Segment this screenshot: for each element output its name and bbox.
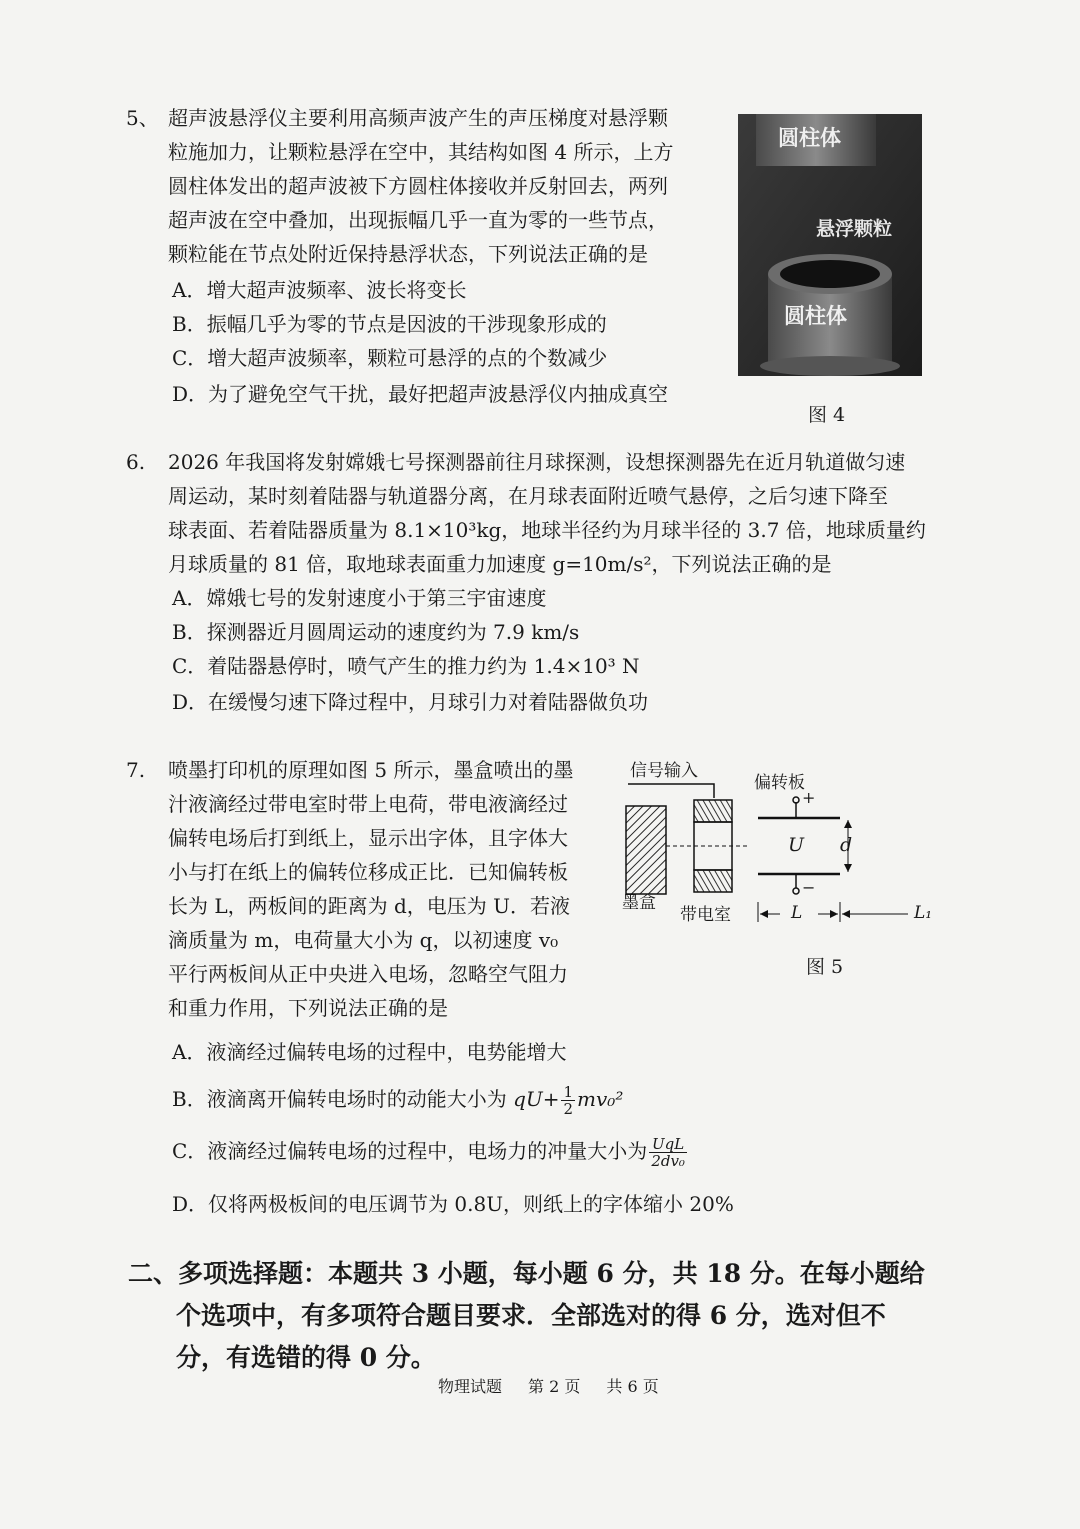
q7-option-b-denominator: 2 [563,1100,574,1118]
q7-number: 7. [126,758,146,782]
q7-option-c [172,1136,689,1169]
q7-stem-line-2: 汁液滴经过带电室时带上电荷，带电液滴经过 [168,792,568,816]
figure-5-chamber-label: 带电室 [680,905,731,925]
page-footer [438,1374,685,1397]
figure-5-voltage-label: U [788,834,805,856]
q7-option-c-fraction [649,1136,687,1169]
figure-4-label-top: 圆柱体 [778,125,841,150]
figure-4-caption: 图 4 [808,404,846,426]
figure-4-label-mid: 悬浮颗粒 [816,218,893,240]
section2-line-2: 个选项中，有多项符合题目要求．全部选对的得 6 分，选对但不 [176,1301,886,1330]
q7-option-b-fraction [561,1084,575,1117]
q7-option-c-numerator: UqL [649,1136,687,1153]
q7-stem-line-6: 滴质量为 m，电荷量大小为 q，以初速度 v₀ [168,928,559,952]
q6-option-a: A．嫦娥七号的发射速度小于第三宇宙速度 [172,586,547,610]
q5-stem-line-4: 超声波在空中叠加，出现振幅几乎一直为零的一些节点， [168,208,668,232]
figure-5-length-label: L [791,903,803,923]
q6-stem-line-3: 球表面、若着陆器质量为 8.1×10³kg，地球半径约为月球半径的 3.7 倍，地球质量约 [168,518,926,542]
q7-option-a: A．液滴经过偏转电场的过程中，电势能增大 [172,1040,567,1064]
footer-total-pages: 共 6 页 [606,1377,659,1396]
footer-page-number: 第 2 页 [528,1377,581,1396]
figure-5-caption: 图 5 [806,956,844,978]
q5-number: 5、 [126,106,159,130]
q7-stem-line-5: 长为 L，两板间的距离为 d，电压为 U．若液 [168,894,571,918]
q6-stem-line-4: 月球质量的 81 倍，取地球表面重力加速度 g=10m/s²，下列说法正确的是 [168,552,832,576]
figure-5-length1-label: L₁ [914,903,933,923]
q7-option-b-expr: qU+ [513,1087,560,1111]
q7-option-b [172,1084,623,1117]
q7-option-c-text: C．液滴经过偏转电场的过程中，电场力的冲量大小为 [172,1139,648,1163]
figure-5-ink-label: 墨盒 [622,893,656,913]
figure-5-signal-label: 信号输入 [630,761,698,781]
q6-option-b: B．探测器近月圆周运动的速度约为 7.9 km/s [172,620,580,644]
figure-5-plate-label: 偏转板 [754,773,805,793]
figure-4-drawing [738,114,922,376]
q5-stem-line-1: 超声波悬浮仪主要利用高频声波产生的声压梯度对悬浮颗 [168,106,668,130]
q7-option-b-tail: mv₀² [577,1087,624,1111]
q7-stem-line-3: 偏转电场后打到纸上，显示出字体，且字体大 [168,826,568,850]
q5-option-d: D．为了避免空气干扰，最好把超声波悬浮仪内抽成真空 [172,382,669,406]
q7-option-c-denominator: 2dv₀ [651,1152,685,1170]
section2-line-3: 分，有选错的得 0 分。 [176,1343,436,1372]
figure-5-minus-label: − [802,878,816,897]
q7-option-d: D．仅将两极板间的电压调节为 0.8U，则纸上的字体缩小 20% [172,1192,734,1216]
q6-number: 6. [126,450,146,474]
q7-stem-line-8: 和重力作用，下列说法正确的是 [168,996,448,1020]
q7-stem-line-4: 小与打在纸上的偏转位移成正比．已知偏转板 [168,860,568,884]
q5-option-c: C．增大超声波频率，颗粒可悬浮的点的个数减少 [172,346,608,370]
q6-option-c: C．着陆器悬停时，喷气产生的推力约为 1.4×10³ N [172,654,640,678]
q6-option-d: D．在缓慢匀速下降过程中，月球引力对着陆器做负功 [172,690,649,714]
q7-stem-line-7: 平行两板间从正中央进入电场，忽略空气阻力 [168,962,568,986]
section2-line-1: 二、多项选择题：本题共 3 小题，每小题 6 分，共 18 分。在每小题给 [128,1259,925,1288]
figure-4-label-bottom: 圆柱体 [784,303,847,328]
q6-stem-line-1: 2026 年我国将发射嫦娥七号探测器前往月球探测，设想探测器先在近月轨道做匀速 [168,450,906,474]
figure-5-diagram [618,754,938,934]
q5-stem-line-5: 颗粒能在节点处附近保持悬浮状态，下列说法正确的是 [168,242,648,266]
q7-stem-line-1: 喷墨打印机的原理如图 5 所示，墨盒喷出的墨 [168,758,574,782]
figure-5-distance-label: d [840,834,853,856]
q7-option-b-numerator: 1 [563,1083,574,1101]
figure-4-photo [738,114,922,376]
q6-stem-line-2: 周运动，某时刻着陆器与轨道器分离，在月球表面附近喷气悬停，之后匀速下降至 [168,484,888,508]
q5-stem-line-2: 粒施加力，让颗粒悬浮在空中，其结构如图 4 所示，上方 [168,140,674,164]
q5-option-a: A．增大超声波频率、波长将变长 [172,278,467,302]
q5-stem-line-3: 圆柱体发出的超声波被下方圆柱体接收并反射回去，两列 [168,174,668,198]
footer-subject: 物理试题 [438,1377,503,1396]
figure-5-plus-label: + [802,788,816,807]
q7-option-b-text: B．液滴离开偏转电场时的动能大小为 [172,1087,514,1111]
q5-option-b: B．振幅几乎为零的节点是因波的干涉现象形成的 [172,312,607,336]
